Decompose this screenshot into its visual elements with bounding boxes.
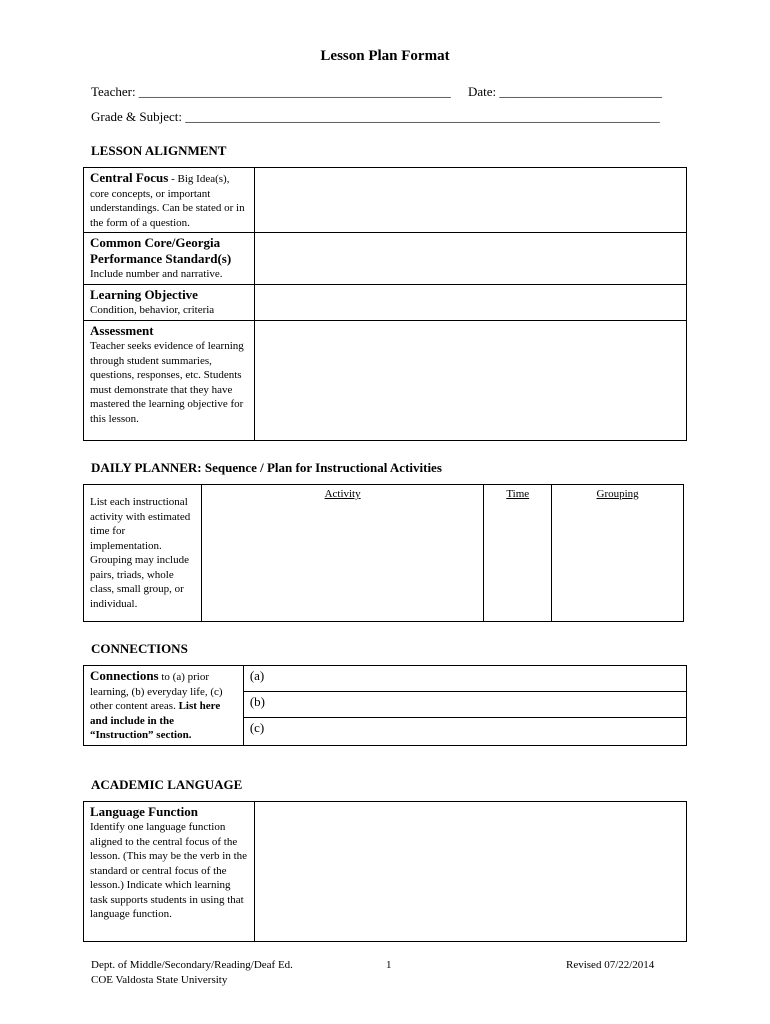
table-row [84,233,687,285]
planner-desc-cell [84,485,202,622]
connection-c-label: (c) [249,719,265,735]
grouping-cell[interactable] [552,485,684,622]
connection-b-input[interactable] [243,691,686,717]
connections-bold-desc: List here and include in the “Instruction” section. [90,700,221,741]
central-focus-input[interactable] [254,168,686,233]
connections-desc: to (a) prior learning, (b) everyday life, (c) other content areas. [90,671,223,712]
central-focus-desc: - Big Idea(s), core concepts, or important understandings. Can be stated or in the form of a question. [90,173,245,229]
connections-heading: CONNECTIONS [91,641,188,656]
lesson-alignment-heading: LESSON ALIGNMENT [91,143,227,158]
language-function-cell [84,802,255,942]
activity-header: Activity [324,488,361,500]
lesson-alignment-table [83,167,687,441]
assessment-desc: Teacher seeks evidence of learning through student summaries, questions, responses, etc. Students must demonstrate that they have mastered the learning objective for this lesson. [90,340,244,425]
activity-cell[interactable] [201,485,483,622]
connection-a-input[interactable] [243,666,686,692]
objective-desc: Condition, behavior, criteria [90,304,215,316]
footer-college: COE Valdosta State University [91,974,228,986]
page-number: 1 [386,959,392,971]
objective-cell [84,285,255,321]
standards-label: Common Core/Georgia Performance Standard(s) [90,235,232,266]
table-row [84,802,687,942]
central-focus-cell [84,168,255,233]
language-function-desc: Identify one language function aligned to the central focus of the lesson. (This may be the verb in the standard or central focus of the lesson.) Indicate which learning task supports students in using that language function. [90,821,248,920]
standards-input[interactable] [254,233,686,285]
grouping-header: Grouping [596,488,639,500]
footer-dept: Dept. of Middle/Secondary/Reading/Deaf Ed. [91,959,293,971]
connections-label: Connections [90,668,159,683]
time-cell[interactable] [484,485,552,622]
assessment-label: Assessment [90,323,154,338]
daily-planner-table [83,484,684,622]
planner-desc: List each instructional activity with estimated time for implementation. Grouping may include pairs, triads, whole class, small group, or individual. [90,496,191,610]
teacher-field[interactable]: Teacher: ________________________________________________ [91,84,451,99]
language-function-label: Language Function [90,804,198,819]
connection-b-label: (b) [249,693,265,709]
central-focus-label: Central Focus [90,170,169,185]
footer-revised: Revised 07/22/2014 [566,959,655,971]
connections-desc-cell [84,666,244,746]
connection-a-label: (a) [249,668,265,683]
assessment-input[interactable] [254,321,686,441]
table-row [84,485,684,622]
table-row [84,168,687,233]
assessment-cell [84,321,255,441]
connection-c-input[interactable] [243,717,686,745]
academic-language-heading: ACADEMIC LANGUAGE [91,777,243,792]
daily-planner-heading: DAILY PLANNER: Sequence / Plan for Instructional Activities [91,460,442,475]
language-function-input[interactable] [254,802,686,942]
objective-label: Learning Objective [90,287,198,302]
academic-language-table [83,801,687,942]
page-title: Lesson Plan Format [320,48,450,64]
date-field[interactable]: Date: _________________________ [468,84,662,99]
table-row [84,285,687,321]
standards-desc: Include number and narrative. [90,268,223,280]
objective-input[interactable] [254,285,686,321]
standards-cell [84,233,255,285]
time-header: Time [506,488,530,500]
grade-subject-field[interactable]: Grade & Subject: _________________________________________________________________________ [91,109,660,124]
table-row [84,666,687,692]
connections-table [83,665,687,746]
table-row [84,321,687,441]
